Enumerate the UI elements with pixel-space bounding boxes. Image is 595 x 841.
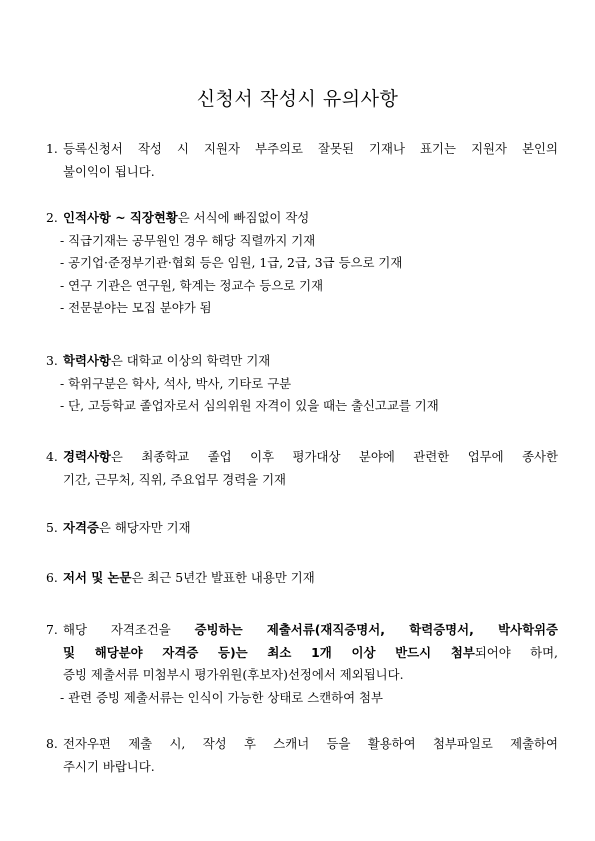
- item-bold-text: 자격증: [63, 520, 99, 535]
- item-bold-text: 인적사항 ~ 직장현황: [63, 210, 178, 225]
- item-text: 은 대학교 이상의 학력만 기재: [110, 353, 271, 368]
- notice-item-2: [46, 207, 558, 320]
- page-title: 신청서 작성시 유의사항: [196, 88, 399, 110]
- item-number: 3.: [46, 353, 58, 368]
- item-number: 8.: [46, 736, 58, 751]
- sub-item: - 관련 증빙 제출서류는 인식이 가능한 상태로 스캔하여 첨부: [60, 689, 383, 705]
- item-bold-text: 학력사항: [63, 353, 111, 368]
- item-text: 은 서식에 빠짐없이 작성: [177, 210, 310, 225]
- notice-item-4: [46, 446, 558, 491]
- item-text: 은 해당자만 기재: [98, 520, 191, 535]
- notice-item-3: [46, 350, 558, 418]
- item-text: 되어야 하며,: [474, 644, 558, 660]
- item-text-continued: 불이익이 됩니다.: [63, 163, 155, 179]
- item-number: 2.: [46, 210, 58, 225]
- item-number: 6.: [46, 570, 58, 585]
- item-bold-text: 증빙하는 제출서류(재직증명서, 학력증명서, 박사학위증: [194, 622, 558, 637]
- item-text-continued: 주시기 바랍니다.: [63, 758, 155, 774]
- sub-item: - 공기업·준정부기관·협회 등은 임원, 1급, 2급, 3급 등으로 기재: [60, 255, 403, 270]
- item-bold-text: 및 해당분야 자격증 등)는 최소 1개 이상 반드시 첨부: [63, 644, 475, 660]
- notice-item-6: [46, 567, 558, 590]
- notice-item-8: [46, 733, 558, 778]
- item-number: 5.: [46, 520, 58, 535]
- sub-item: - 단, 고등학교 졸업자로서 심의위원 자격이 있을 때는 출신고교를 기재: [60, 398, 439, 413]
- item-number: 4.: [46, 449, 58, 464]
- item-bold-text: 저서 및 논문: [63, 570, 132, 585]
- item-text: 전자우편 제출 시, 작성 후 스캐너 등을 활용하여 첨부파일로 제출하여: [63, 736, 558, 751]
- sub-item: - 직급기재는 공무원인 경우 해당 직렬까지 기재: [60, 232, 316, 248]
- item-text: 해당 자격조건을: [63, 622, 195, 637]
- sub-item: - 학위구분은 학사, 석사, 박사, 기타로 구분: [60, 375, 292, 391]
- item-text-continued: 기간, 근무처, 직위, 주요업무 경력을 기재: [63, 471, 287, 487]
- notice-item-7: [46, 619, 558, 709]
- notice-item-5: [46, 517, 558, 540]
- sub-item: - 전문분야는 모집 분야가 됨: [60, 300, 212, 315]
- item-bold-text: 경력사항: [63, 449, 111, 464]
- item-text: 은 최종학교 졸업 이후 평가대상 분야에 관련한 업무에 종사한: [110, 449, 558, 464]
- item-text: 은 최근 5년간 발표한 내용만 기재: [131, 570, 315, 585]
- item-number: 7.: [46, 622, 58, 637]
- item-text: 등록신청서 작성 시 지원자 부주의로 잘못된 기재나 표기는 지원자 본인의: [63, 141, 558, 156]
- sub-item: - 연구 기관은 연구원, 학계는 정교수 등으로 기재: [60, 277, 324, 293]
- item-text-continued: 증빙 제출서류 미첨부시 평가위원(후보자)선정에서 제외됩니다.: [63, 667, 404, 682]
- item-number: 1.: [46, 141, 58, 156]
- notice-item-1: [46, 138, 558, 183]
